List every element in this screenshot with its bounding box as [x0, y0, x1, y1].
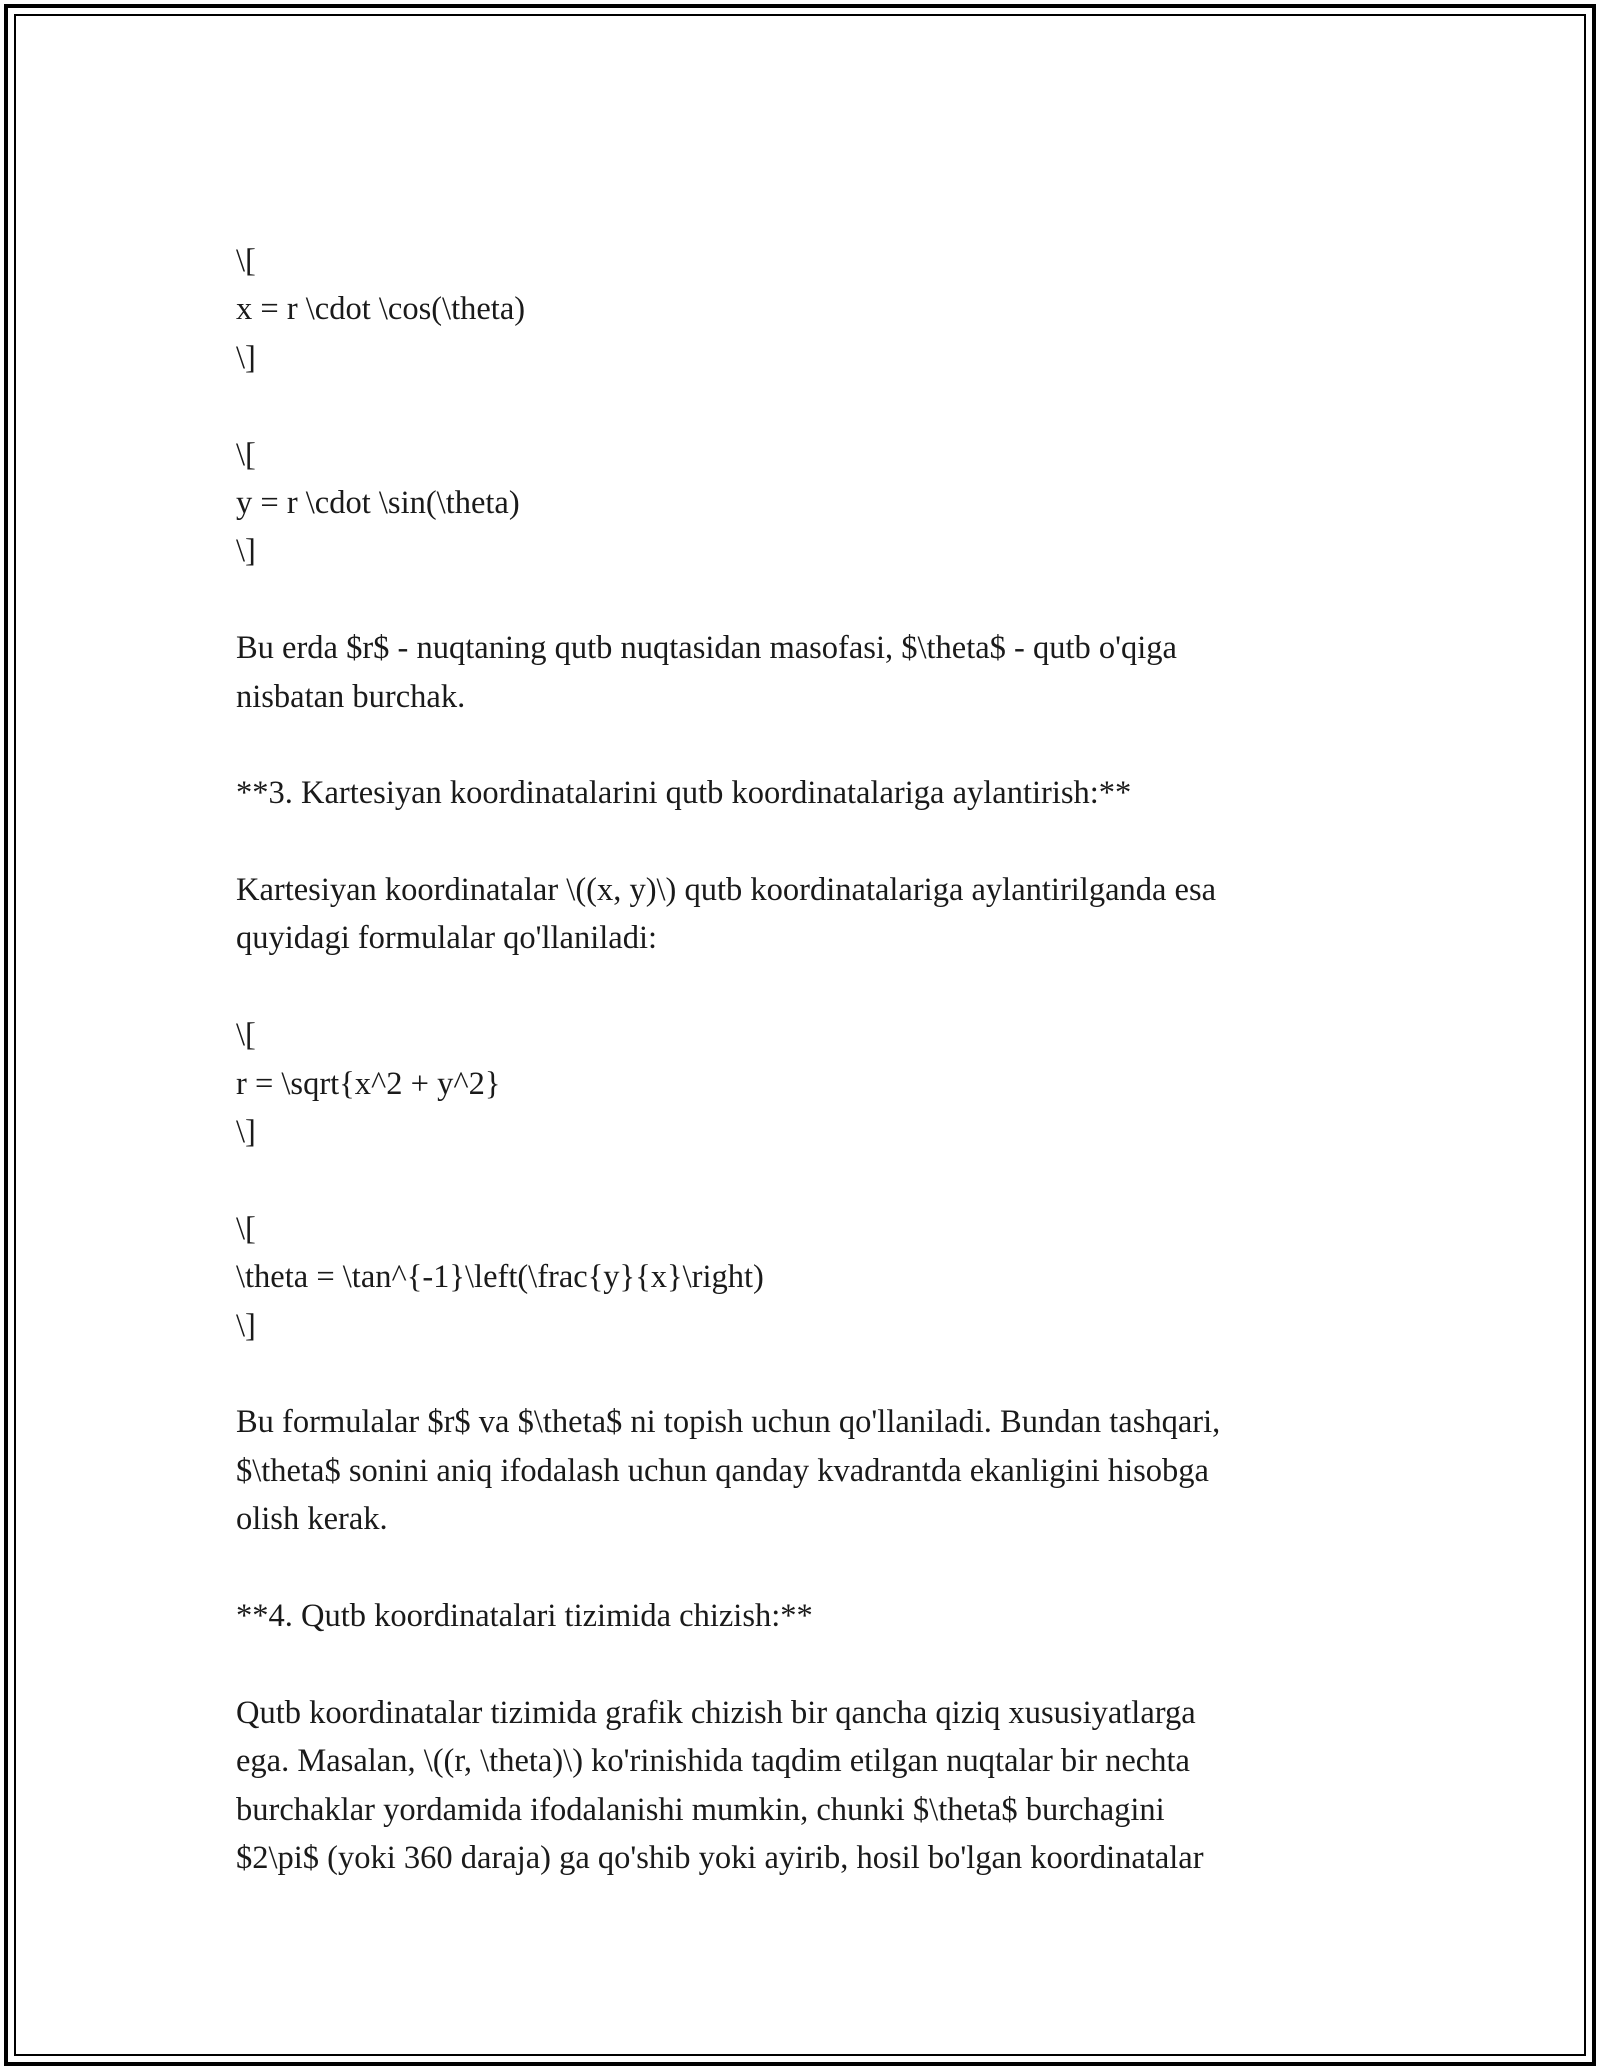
- blank-line: [236, 576, 1386, 624]
- blank-line: [236, 1156, 1386, 1204]
- blank-line: [236, 382, 1386, 430]
- blank-line: [236, 1640, 1386, 1688]
- text-line: nisbatan burchak.: [236, 678, 466, 715]
- text-line: r = \sqrt{x^2 + y^2}: [236, 1065, 501, 1102]
- text-line: $\theta$ sonini aniq ifodalash uchun qanday kvadrantda ekanligini hisobga: [236, 1452, 1209, 1489]
- text-line: x = r \cdot \cos(\theta): [236, 291, 526, 328]
- text-line: Bu formulalar $r$ va $\theta$ ni topish uchun qo'llaniladi. Bundan tashqari,: [236, 1404, 1221, 1441]
- text-line: \]: [236, 1114, 256, 1151]
- text-line: $2\pi$ (yoki 360 daraja) ga qo'shib yoki ayirib, hosil bo'lgan koordinatalar: [236, 1839, 1204, 1876]
- text-line: burchaklar yordamida ifodalanishi mumkin, chunki $\theta$ burchagini: [236, 1791, 1165, 1828]
- text-line: \[: [236, 436, 256, 473]
- text-line: \[: [236, 1210, 256, 1247]
- text-line: Bu erda $r$ - nuqtaning qutb nuqtasidan masofasi, $\theta$ - qutb o'qiga: [236, 630, 1177, 667]
- section-heading: **4. Qutb koordinatalari tizimida chizish:**: [236, 1597, 813, 1634]
- text-line: Kartesiyan koordinatalar \((x, y)\) qutb koordinatalariga aylantirilganda esa: [236, 872, 1217, 909]
- text-line: olish kerak.: [236, 1501, 388, 1538]
- blank-line: [236, 963, 1386, 1011]
- blank-line: [236, 818, 1386, 866]
- blank-line: [236, 1350, 1386, 1398]
- text-line: Qutb koordinatalar tizimida grafik chizish bir qancha qiziq xususiyatlarga: [236, 1694, 1196, 1731]
- section-heading: **3. Kartesiyan koordinatalarini qutb koordinatalariga aylantirish:**: [236, 775, 1132, 812]
- text-line: ega. Masalan, \((r, \theta)\) ko'rinishida taqdim etilgan nuqtalar bir nechta: [236, 1743, 1190, 1780]
- text-line: \[: [236, 1017, 256, 1054]
- text-line: \theta = \tan^{-1}\left(\frac{y}{x}\right): [236, 1259, 764, 1296]
- text-line: \]: [236, 1307, 256, 1344]
- text-line: quyidagi formulalar qo'llaniladi:: [236, 920, 658, 957]
- blank-line: [236, 721, 1386, 769]
- blank-line: [236, 1544, 1386, 1592]
- text-line: \[: [236, 243, 256, 279]
- text-line: \]: [236, 339, 256, 376]
- document-body: [236, 237, 1386, 1882]
- text-line: \]: [236, 533, 256, 570]
- text-line: y = r \cdot \sin(\theta): [236, 484, 520, 521]
